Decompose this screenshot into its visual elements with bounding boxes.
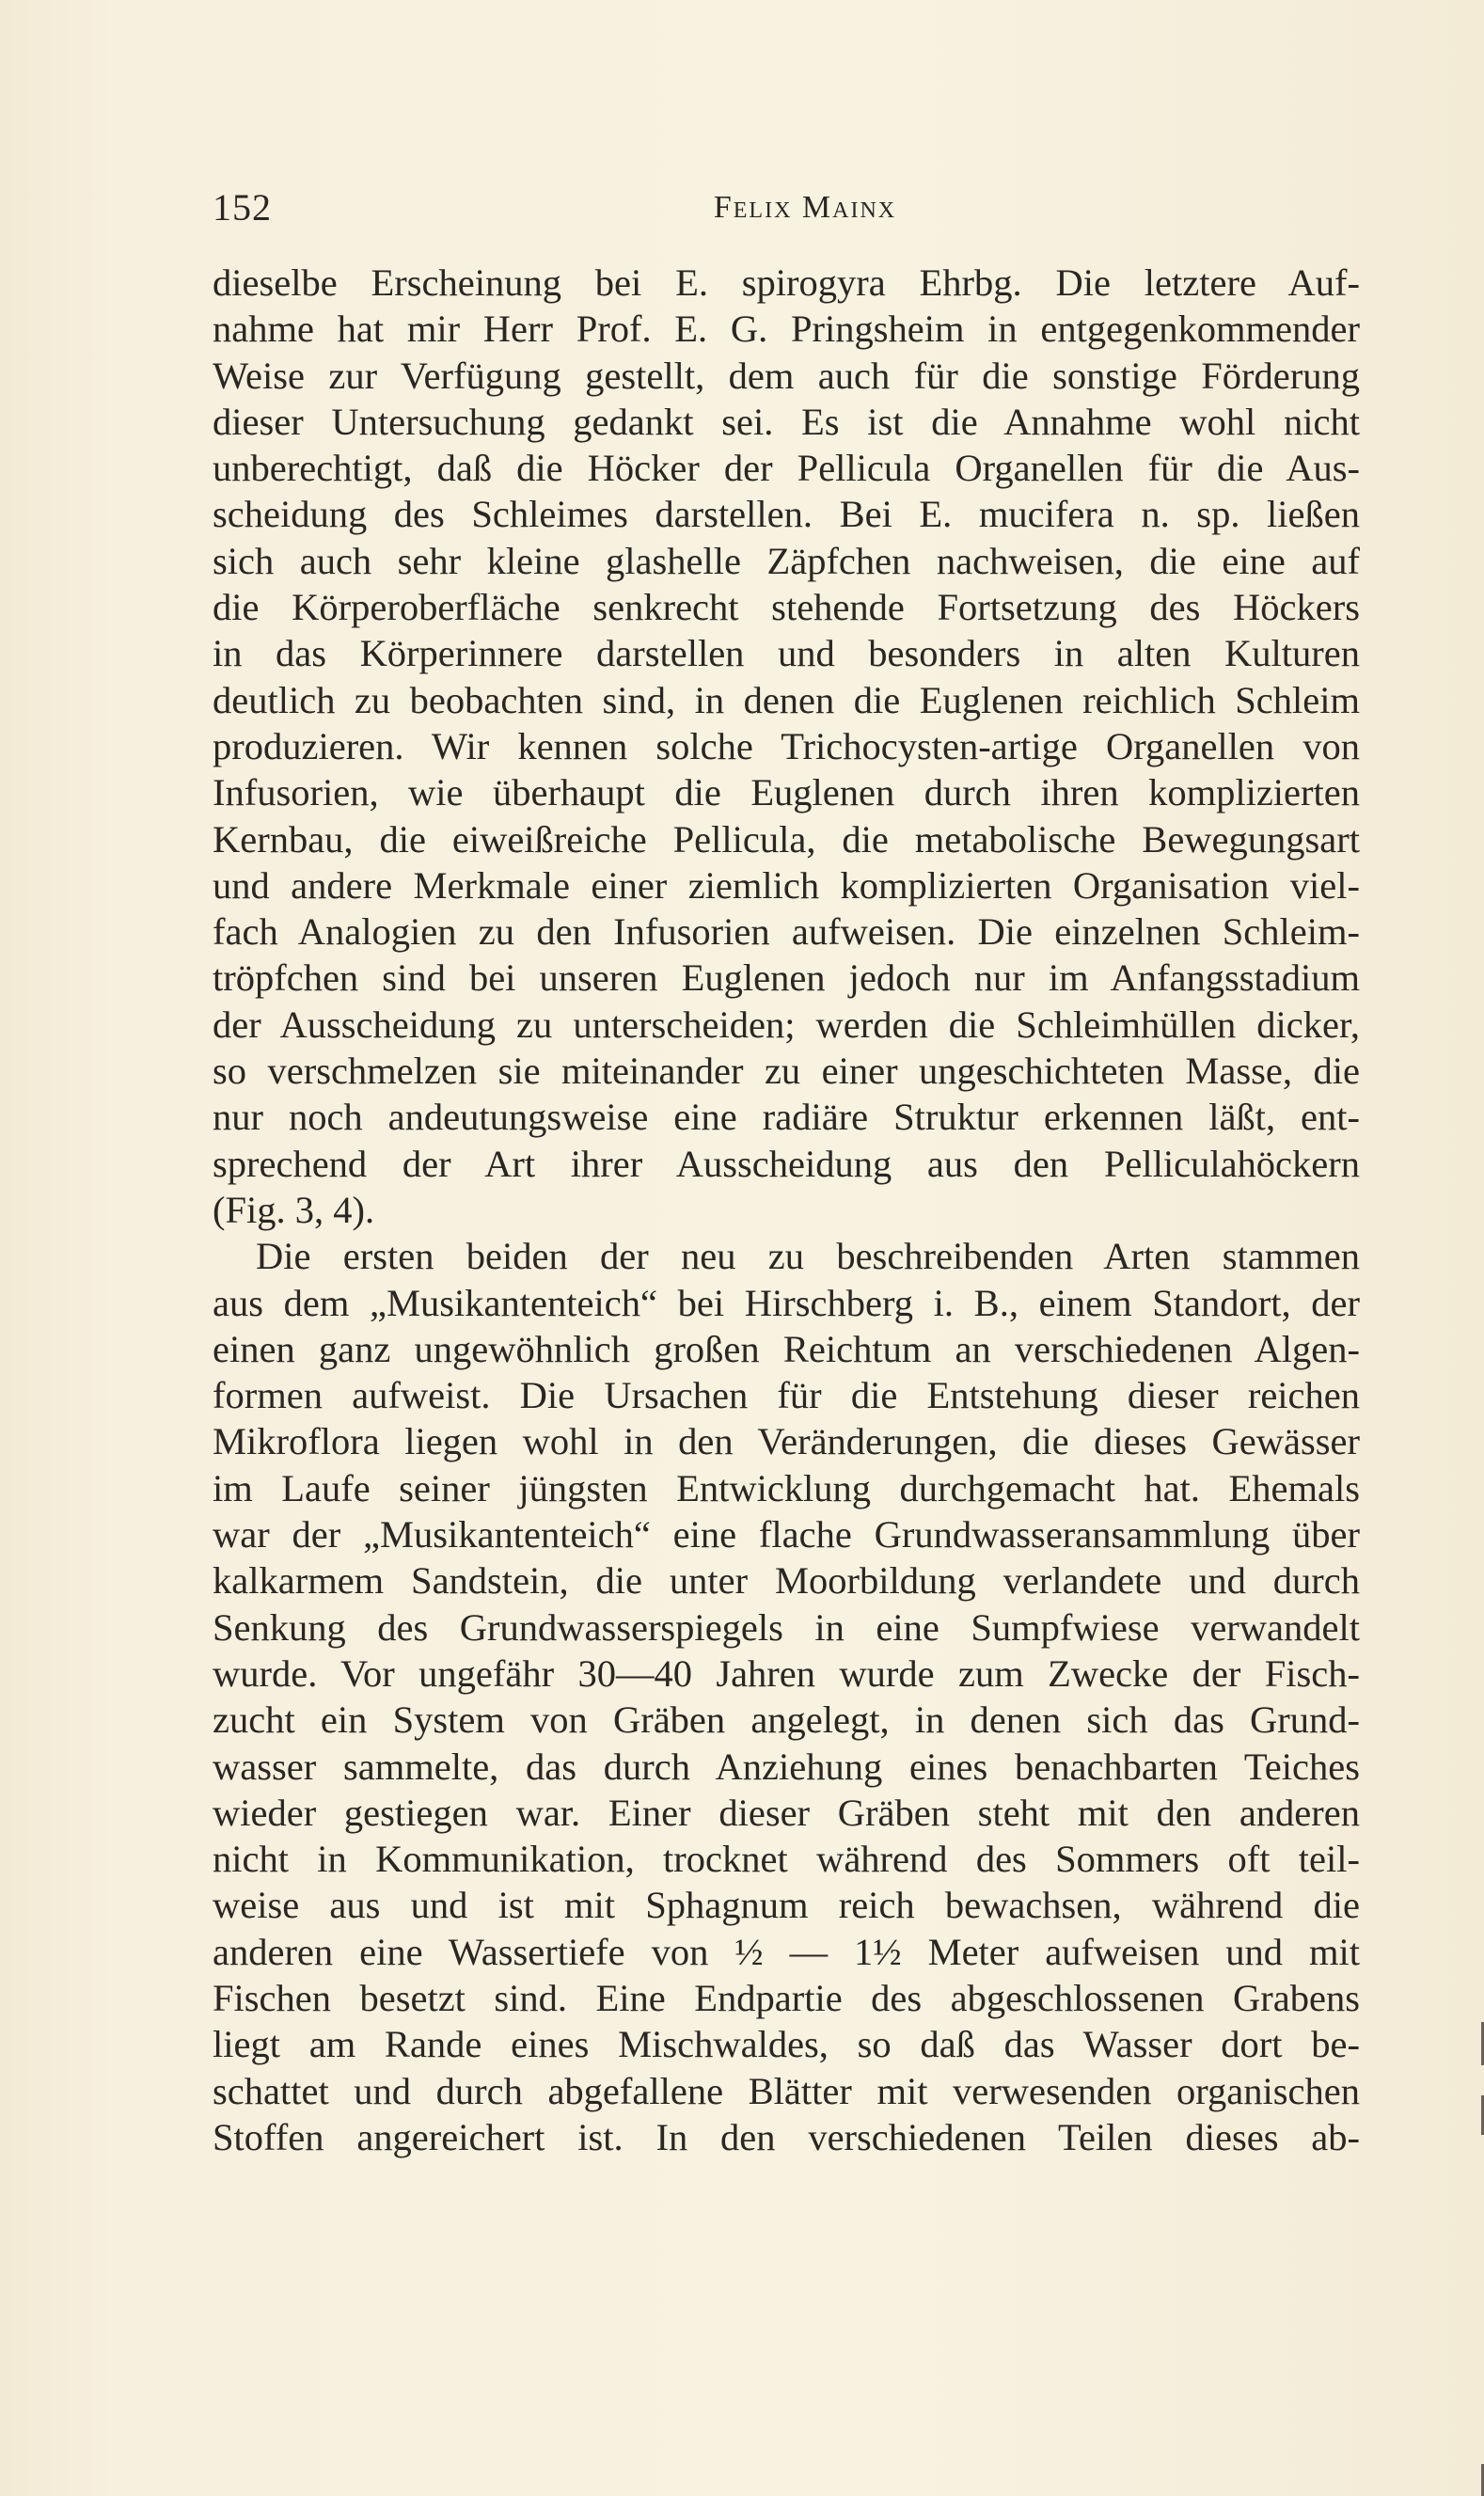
text-line: schattet und durch abgefallene Blätter mit verwesenden organischen <box>213 2069 1360 2112</box>
text-line: wasser sammelte, das durch Anziehung eines benachbarten Teiches <box>213 1745 1360 1788</box>
text-line: produzieren. Wir kennen solche Trichocysten-artige Organellen von <box>213 724 1360 767</box>
page-number: 152 <box>213 186 272 229</box>
body-text <box>213 260 1360 2160</box>
text-line: Weise zur Verfügung gestellt, dem auch für die sonstige Förderung <box>213 354 1360 397</box>
text-line: (Fig. 3, 4). <box>213 1188 375 1231</box>
text-line: dieser Untersuchung gedankt sei. Es ist die Annahme wohl nicht <box>213 400 1360 443</box>
text-line: so verschmelzen sie miteinander zu einer ungeschichteten Masse, die <box>213 1050 1360 1093</box>
text-line: fach Analogien zu den Infusorien aufweisen. Die einzelnen Schleim- <box>213 910 1360 954</box>
text-line: wieder gestiegen war. Einer dieser Gräben steht mit den anderen <box>213 1791 1360 1834</box>
text-line: zucht ein System von Gräben angelegt, in denen sich das Grund- <box>213 1698 1360 1742</box>
text-line: weise aus und ist mit Sphagnum reich bewachsen, während die <box>213 1884 1360 1927</box>
paragraph <box>213 260 1360 1233</box>
text-line: kalkarmem Sandstein, die unter Moorbildung verlandete und durch <box>213 1559 1360 1603</box>
text-line: in das Körperinnere darstellen und besonders in alten Kulturen <box>213 632 1360 675</box>
text-line: formen aufweist. Die Ursachen für die Entstehung dieser reichen <box>213 1374 1360 1417</box>
text-line: scheidung des Schleimes darstellen. Bei E. mucifera n. sp. ließen <box>213 493 1360 536</box>
text-line: im Laufe seiner jüngsten Entwicklung durchgemacht hat. Ehemals <box>213 1466 1360 1509</box>
text-line: und andere Merkmale einer ziemlich komplizierten Organisation viel- <box>213 863 1360 907</box>
text-line: dieselbe Erscheinung bei E. spirogyra Ehrbg. Die letztere Auf- <box>213 261 1360 304</box>
text-line: Infusorien, wie überhaupt die Euglenen durch ihren komplizierten <box>213 771 1360 814</box>
text-line: Kernbau, die eiweißreiche Pellicula, die metabolische Bewegungsart <box>213 817 1360 861</box>
text-line: tröpfchen sind bei unseren Euglenen jedoch nur im Anfangsstadium <box>213 956 1360 1000</box>
text-line: nahme hat mir Herr Prof. E. G. Pringsheim in entgegenkommender <box>213 308 1360 351</box>
text-line: unberechtigt, daß die Höcker der Pellicula Organellen für die Aus- <box>213 447 1360 490</box>
text-line: Senkung des Grundwasserspiegels in eine Sumpfwiese verwandelt <box>213 1605 1360 1649</box>
text-line: aus dem „Musikantenteich“ bei Hirschberg i. B., einem Standort, der <box>213 1281 1360 1324</box>
text-line: liegt am Rande eines Mischwaldes, so daß das Wasser dort be- <box>213 2023 1360 2066</box>
text-line: nur noch andeutungsweise eine radiäre Struktur erkennen läßt, ent- <box>213 1096 1360 1139</box>
text-line: anderen eine Wassertiefe von ½ — 1½ Meter aufweisen und mit <box>213 1930 1360 1973</box>
text-line: einen ganz ungewöhnlich großen Reichtum an verschiedenen Algen- <box>213 1327 1360 1370</box>
text-line: sich auch sehr kleine glashelle Zäpfchen nachweisen, die eine auf <box>213 539 1360 582</box>
text-line: wurde. Vor ungefähr 30—40 Jahren wurde zum Zwecke der Fisch- <box>213 1651 1360 1695</box>
text-line: nicht in Kommunikation, trocknet während des Sommers oft teil- <box>213 1838 1360 1881</box>
page-header <box>213 184 1360 231</box>
text-line: deutlich zu beobachten sind, in denen die Euglenen reichlich Schleim <box>213 678 1360 721</box>
text-line: Die ersten beiden der neu zu beschreibenden Arten stammen <box>256 1235 1360 1278</box>
text-line: der Ausscheidung zu unterscheiden; werden die Schleimhüllen dicker, <box>213 1003 1360 1046</box>
text-line: Stoffen angereichert ist. In den verschiedenen Teilen dieses ab- <box>213 2115 1360 2158</box>
text-line: die Körperoberfläche senkrecht stehende Fortsetzung des Höckers <box>213 586 1360 629</box>
text-line: sprechend der Art ihrer Ausscheidung aus den Pelliculahöckern <box>213 1142 1360 1185</box>
text-line: Mikroflora liegen wohl in den Veränderungen, die dieses Gewässer <box>213 1420 1360 1463</box>
running-head: Felix Mainx <box>713 190 897 225</box>
text-line: war der „Musikantenteich“ eine flache Grundwasseransammlung über <box>213 1513 1360 1556</box>
paragraph <box>213 1233 1360 2160</box>
text-line: Fischen besetzt sind. Eine Endpartie des abgeschlossenen Grabens <box>213 1976 1360 2019</box>
